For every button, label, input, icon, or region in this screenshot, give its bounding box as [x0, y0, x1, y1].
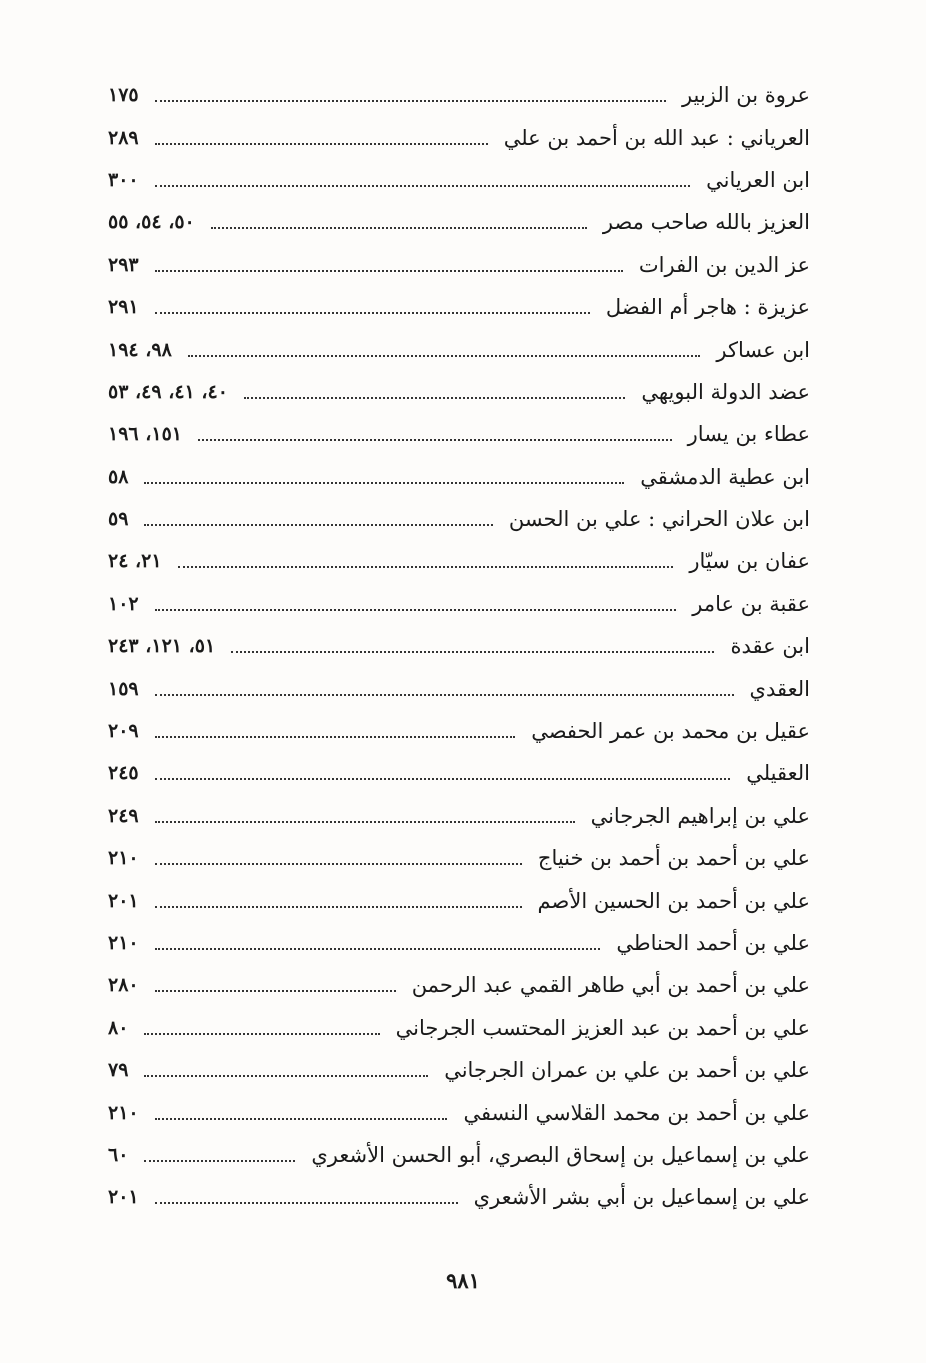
entry-name: العقدي [749, 676, 810, 701]
dot-leader [155, 609, 677, 611]
dot-leader [155, 821, 575, 823]
entry-name: ابن علان الحراني : علي بن الحسن [508, 507, 810, 532]
index-entry [108, 752, 810, 794]
index-entry [108, 1176, 810, 1218]
index-entry [108, 413, 810, 455]
entry-pages: ٢١٠ [108, 1101, 139, 1124]
entry-pages: ١٥١، ١٩٦ [108, 423, 182, 446]
entry-name: عقبة بن عامر [692, 591, 810, 616]
dot-leader [155, 312, 590, 314]
dot-leader [144, 1160, 295, 1162]
dot-leader [144, 1033, 379, 1035]
entry-name: علي بن أحمد بن أبي طاهر القمي عبد الرحمن [411, 973, 810, 998]
entry-pages: ٢٨٠ [108, 974, 139, 997]
dot-leader [155, 100, 666, 102]
dot-leader [155, 863, 522, 865]
index-entry [108, 328, 810, 370]
entry-name: علي بن أحمد بن علي بن عمران الجرجاني [444, 1058, 810, 1083]
index-entry [108, 583, 810, 625]
dot-leader [198, 439, 672, 441]
index-list [108, 74, 810, 1219]
entry-name: عضد الدولة البويهي [641, 379, 810, 404]
index-entry [108, 159, 810, 201]
entry-pages: ٢٠١ [108, 889, 139, 912]
index-entry [108, 540, 810, 582]
entry-pages: ٢١٠ [108, 932, 139, 954]
dot-leader [211, 227, 587, 229]
dot-leader [155, 990, 396, 992]
index-entry [108, 1091, 810, 1133]
entry-pages: ١٧٥ [108, 84, 139, 107]
index-entry [108, 456, 810, 498]
entry-pages: ٥٩ [108, 508, 129, 531]
dot-leader [144, 524, 492, 526]
index-entry [108, 201, 810, 243]
index-entry [108, 837, 810, 879]
index-entry [108, 922, 810, 964]
entry-pages: ٢٩٣ [108, 253, 139, 276]
dot-leader [144, 482, 624, 484]
entry-name: علي بن إبراهيم الجرجاني [590, 803, 810, 828]
index-entry [108, 795, 810, 837]
dot-leader [144, 1075, 428, 1077]
dot-leader [178, 566, 674, 568]
index-entry [108, 371, 810, 413]
entry-name: علي بن أحمد بن الحسين الأصم [537, 888, 810, 913]
entry-pages: ٥٠، ٥٤، ٥٥ [108, 211, 195, 234]
index-entry [108, 667, 810, 709]
entry-name: العزيز بالله صاحب مصر [602, 210, 810, 235]
entry-pages: ٣٠٠ [108, 168, 139, 191]
entry-pages: ٤٠، ٤١، ٤٩، ٥٣ [108, 380, 228, 403]
index-entry [108, 1007, 810, 1049]
entry-name: علي بن أحمد بن محمد القلاسي النسفي [463, 1100, 810, 1125]
dot-leader [155, 270, 623, 272]
entry-pages: ١٠٢ [108, 592, 139, 615]
index-entry [108, 879, 810, 921]
entry-pages: ٢١٠ [108, 847, 139, 870]
index-entry [108, 116, 810, 158]
entry-pages: ٢٠٩ [108, 720, 139, 743]
index-entry [108, 1049, 810, 1091]
index-entry [108, 625, 810, 667]
dot-leader [155, 948, 601, 950]
dot-leader [155, 906, 522, 908]
entry-name: علي بن أحمد الحناطي [616, 931, 810, 955]
entry-name: علي بن أحمد بن عبد العزيز المحتسب الجرجاني [395, 1015, 810, 1040]
dot-leader [231, 651, 714, 653]
index-entry [108, 964, 810, 1006]
entry-name: ابن العرياني [706, 167, 810, 192]
entry-name: العرياني : عبد الله بن أحمد بن علي [503, 125, 810, 150]
dot-leader [155, 1202, 458, 1204]
entry-pages: ٢١، ٢٤ [108, 550, 162, 573]
entry-name: علي بن أحمد بن أحمد بن خنياج [537, 846, 810, 871]
entry-pages: ٥١، ١٢١، ٢٤٣ [108, 635, 216, 658]
dot-leader [188, 355, 701, 357]
entry-pages: ٢٤٩ [108, 804, 139, 827]
entry-name: عطاء بن يسار [687, 422, 810, 447]
dot-leader [244, 397, 625, 399]
dot-leader [155, 185, 690, 187]
index-entry [108, 244, 810, 286]
index-entry [108, 498, 810, 540]
dot-leader [155, 694, 734, 696]
index-entry [108, 710, 810, 752]
entry-name: ابن عطية الدمشقي [640, 464, 810, 489]
index-entry [108, 74, 810, 116]
entry-pages: ٥٨ [108, 465, 129, 488]
entry-name: العقيلي [746, 761, 810, 786]
entry-pages: ٢٤٥ [108, 762, 139, 785]
entry-name: عروة بن الزبير [681, 83, 810, 108]
entry-name: عز الدين بن الفرات [638, 252, 810, 277]
entry-pages: ٢٠١ [108, 1186, 139, 1209]
index-entry [108, 286, 810, 328]
dot-leader [155, 778, 731, 780]
entry-name: علي بن إسماعيل بن إسحاق البصري، أبو الحسن الأشعري [311, 1142, 810, 1167]
entry-name: علي بن إسماعيل بن أبي بشر الأشعري [473, 1185, 810, 1210]
entry-pages: ٢٨٩ [108, 126, 139, 149]
entry-name: عزيزة : هاجر أم الفضل [605, 295, 810, 320]
entry-name: عقيل بن محمد بن عمر الحفصي [531, 719, 810, 744]
dot-leader [155, 143, 488, 145]
entry-pages: ٦٠ [108, 1143, 129, 1166]
entry-pages: ٢٩١ [108, 296, 139, 319]
index-entry [108, 1134, 810, 1176]
entry-pages: ٨٠ [108, 1016, 129, 1039]
page-number: ٩٨١ [446, 1268, 480, 1293]
dot-leader [155, 736, 516, 738]
entry-pages: ٩٨، ١٩٤ [108, 338, 172, 361]
entry-name: عفان بن سيّار [689, 549, 810, 574]
entry-name: ابن عساكر [716, 337, 810, 362]
entry-pages: ١٥٩ [108, 677, 139, 700]
dot-leader [155, 1118, 448, 1120]
entry-name: ابن عقدة [730, 634, 810, 659]
entry-pages: ٧٩ [108, 1059, 129, 1082]
